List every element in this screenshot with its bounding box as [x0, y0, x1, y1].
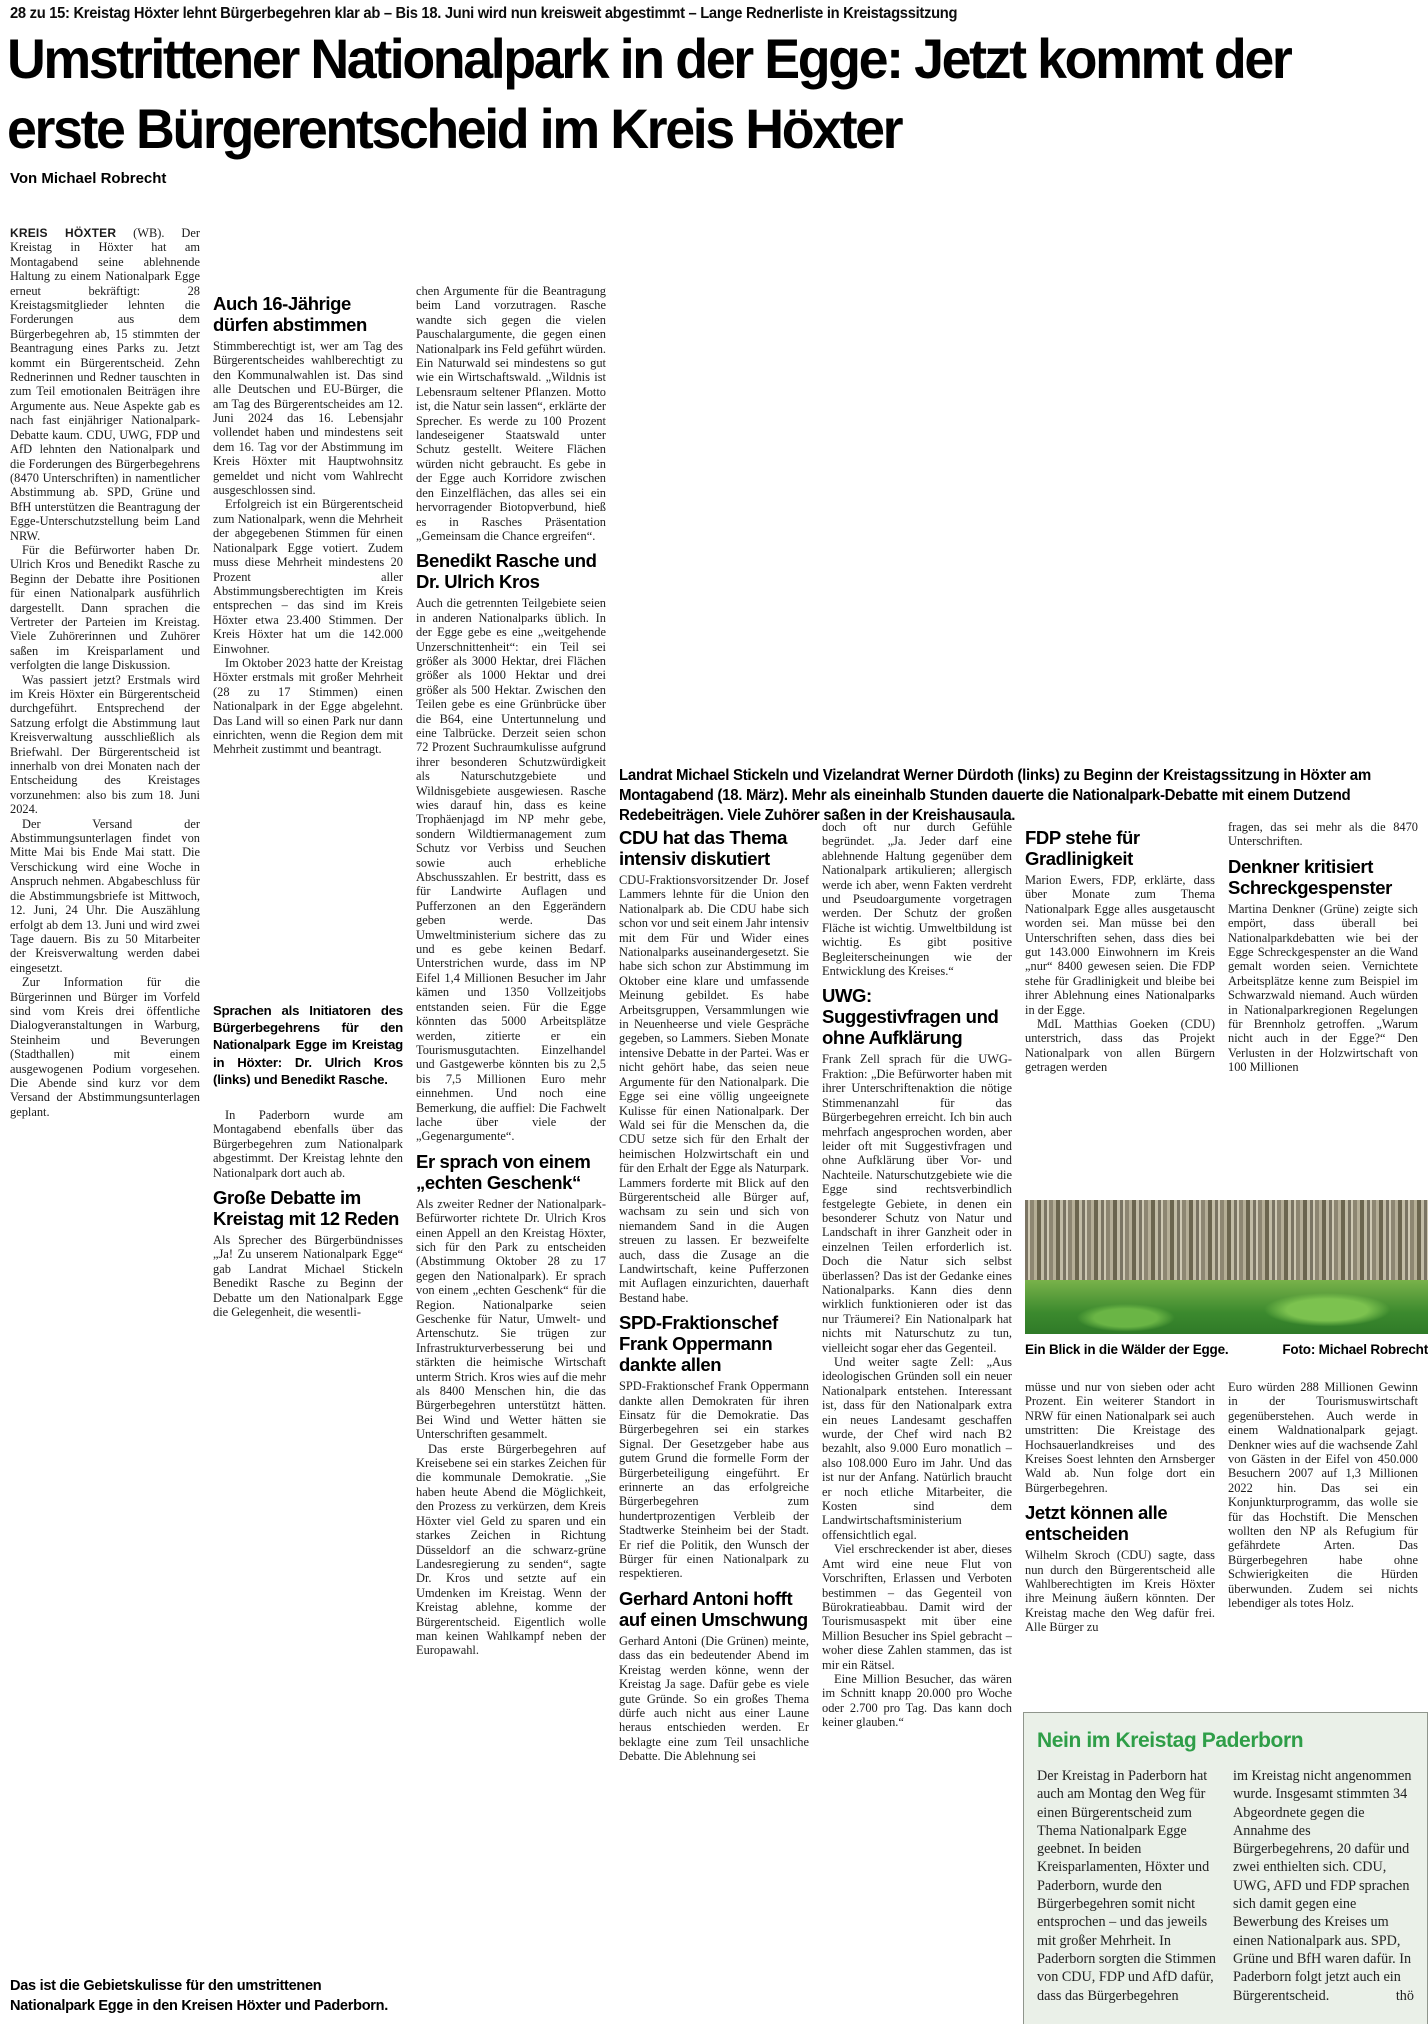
section-heading: Gerhard Antoni hofft auf einen Umschwung	[619, 1587, 808, 1630]
paragraph: Viel erschreckender ist aber, dieses Amt wird eine neue Flut von Vorschriften, Erlassen und Verboten bestimmen – das Gegenteil von Bürokratieabbau. Damit wird der Tourismusaspekt mit über eine Million Besucher ins Spiel gebracht – woher diese Zahlen stammen, das ist mir ein Rätsel.	[822, 1542, 1012, 1672]
byline: Von Michael Robrecht	[10, 170, 167, 187]
section-heading: FDP stehe für Gradlinigkeit	[1025, 827, 1140, 869]
paragraph: In Paderborn wurde am Montagabend ebenfalls über das Bürgerbegehren zum Nationalpark abgestimmt. Der Kreistag lehnte den Nationalpark dort auch ab.	[213, 1108, 403, 1180]
paragraph: fragen, das sei mehr als die 8470 Unterschriften.	[1228, 820, 1418, 849]
paragraph: Und weiter sagte Zell: „Aus ideologischen Gründen soll ein neuer Nationalpark entstehen. Interessant ist, dass für den Nationalpark extra ein neues Landesamt geschaffen wurde, der Chef wird nach B2 bezahlt, also 9.000 Euro monatlich – also 108.000 Euro im Jahr. Und das ist nur der Anfang. Natürlich braucht er noch etliche Mitarbeiter, die Kosten sind dem Landwirtschaftsministerium offensichtlich egal.	[822, 1355, 1012, 1542]
paragraph: Wilhelm Skroch (CDU) sagte, dass nun durch den Bürgerentscheid alle Wahlberechtigten im Kreis Höxter ihre Meinung äußern könnten. Der Kreistag mache den Weg dafür frei. Alle Bürger zu	[1025, 1548, 1215, 1635]
section-heading: SPD-Fraktionschef Frank Oppermann dankte allen	[619, 1312, 778, 1376]
paragraph: Martina Denkner (Grüne) zeigte sich empört, dass überall bei Nationalparkdebatten wie bei der Egge Schreckgespenster an die Wand gemalt worden seien. Vernichtete Arbeitsplätze kenne zum Beispiel im Schwarzwald niemand. Auch würden in Nationalparkregionen Regelungen für Brennholz getroffen. „Warum nicht auch in der Egge?“ Den Verlusten in der Holzwirtschaft von 100 Millionen	[1228, 901, 1418, 1075]
paragraph: Was passiert jetzt? Erstmals wird im Kreis Höxter ein Bürgerentscheid durchgeführt. Entsprechend der Satzung erfolgt die Abstimmung laut Kreisverwaltung ausschließlich als Briefwahl. Der Bürgerentscheid ist innerhalb von drei Monaten nach der Entscheidung des Kreistages vorzunehmen: also bis zum 18. Juni 2024.	[10, 672, 200, 817]
paragraph: MdL Matthias Goeken (CDU) unterstrich, dass das Projekt Nationalpark von allen Bürgern getragen werden	[1025, 1017, 1215, 1075]
paragraph: Der Versand der Abstimmungsunterlagen findet von Mitte Mai bis Ende Mai statt. Die Verschickung wird eine Woche in Anspruch nehmen. Abgabeschluss für die Abstimmungsbriefe ist Mittwoch, 12. Juni, 24 Uhr. Die Auszählung erfolgt ab dem 13. Juni und wird zwei Tage dauern. Bis zu 50 Mitarbeiter der Kreisverwaltung werden dabei eingesetzt.	[10, 816, 200, 975]
paragraph: Im Oktober 2023 hatte der Kreistag Höxter erstmals mit großer Mehrheit (28 zu 17 Stimmen) einen Nationalpark in der Egge abgelehnt. Das Land will so einen Park nur dann einrichten, wenn die Region dem mit Mehrheit zustimmt und beantragt.	[213, 655, 403, 757]
paragraph: Euro würden 288 Millionen Gewinn in der Tourismuswirtschaft gegenüberstehen. Auch werde in einem Waldnationalpark gejagt. Denkner wies auf die wachsende Zahl von Gästen in der Eifel von 450.000 Besuchern 2007 auf 1,3 Millionen 2022 hin. Das sei ein Konjunkturprogramm, das wolle sie für das Hochstift. Die Menschen wollten den NP als Refugium für gefährdete Arten. Das Bürgerbegehren habe ohne Schwierigkeiten die Hürden überwunden. Zudem sei nichts lebendiger als totes Holz.	[1228, 1380, 1418, 1611]
section-heading: Jetzt können alle entscheiden	[1025, 1502, 1168, 1545]
paragraph: CDU-Fraktionsvorsitzender Dr. Josef Lammers lehnte für die Union den Nationalpark ab. Die CDU habe sich schon vor und seit einem Jahr intensiv mit dem Für und Wider eines Nationalparks auseinandergesetzt. Sie habe sich schon zur Abstimmung im Oktober eine klare und umfassende Meinung gebildet. Es habe Arbeitsgruppen, Versammlungen wie in Neuenheerse und viele Gespräche gegeben, so Lammers. Sieben Monate intensive Debatte in der Partei. Was er nicht gehört habe, das seien neue Argumente für den Nationalpark. Die Egge sei eine völlig ungeeignete Kulisse für einen Nationalpark. Der Wald sei für die Menschen da, die CDU setze sich für den Erhalt der heimischen Holzwirtschaft ein und für den Erhalt der Egge als Naturpark. Lammers forderte mit Blick auf den Bürgerentscheid alle Bürger auf, wachsam zu sein und sich von niemandem Sand in die Augen streuen zu lassen. Er bezweifelte auch, dass die Zusage an die Landwirtschaft, keine Pufferzonen mit Auflagen einzurichten, dauerhaft Bestand habe.	[619, 873, 809, 1305]
section-heading: CDU hat das Thema intensiv diskutiert	[619, 827, 787, 869]
info-box-text: im Kreistag nicht angenommen wurde. Insgesamt stimmten 34 Abgeordnete gegen die Annahme des Bürgerbegehrens, 20 dafür und zwei enthielten sich. CDU, UWG, AFD und FDP sprachen sich damit gegen eine Bewerbung des Kreises um einen Nationalpark aus. SPD, Grüne und BfH waren dafür. In Paderborn folgt jetzt auch ein Bürgerentscheid.	[1233, 1768, 1412, 2004]
paragraph: Als Sprecher des Bürgerbündnisses „Ja! Zu unserem Nationalpark Egge“ gab Landrat Michael Stickeln Benedikt Rasche zu Beginn der Debatte um den Nationalpark Egge die Gelegenheit, die wesentli-	[213, 1233, 403, 1320]
column-2-upper	[213, 286, 403, 757]
headline: Umstrittener Nationalpark in der Egge: Jetzt kommt der erste Bürgerentscheid im Kreis Höxter	[7, 27, 1291, 160]
kicker: 28 zu 15: Kreistag Höxter lehnt Bürgerbegehren klar ab – Bis 18. Juni wird nun kreisweit abgestimmt – Lange Rednerliste in Kreistagssitzung	[10, 5, 958, 22]
lead-photo-caption: Landrat Michael Stickeln und Vizelandrat Werner Dürdoth (links) zu Beginn der Kreistagssitzung in Höxter am Montagabend (18. März). Mehr als eineinhalb Stunden dauerte die Nationalpark-Debatte mit einem Dutzend Redebeiträgen. Viele Zuhörer saßen in der Kreishausaula.	[619, 767, 1371, 824]
column-7-lower	[1228, 1380, 1418, 1611]
info-box-right-column	[1233, 1767, 1414, 2005]
column-1	[10, 226, 200, 1119]
map-caption: Das ist die Gebietskulisse für den umstrittenen Nationalpark Egge in den Kreisen Höxter und Paderborn.	[10, 1977, 389, 2014]
paragraph: Frank Zell sprach für die UWG-Fraktion: „Die Befürworter haben mit ihrer Unterschriftenaktion die nötige Stimmenanzahl für das Bürgerbegehren erreicht. Ich bin auch mehrfach angesprochen worden, aber leider oft mit Suggestivfragen und ohne Aufklärung über Vor- und Nachteile. Naturschutzgebiete wie die Egge sind rechtsverbindlich festgelegte Gebiete, in denen ein besonderer Schutz von Natur und Landschaft in ihrer Ganzheit oder in einzelnen Teilen erforderlich ist. Doch die Natur sich selbst überlassen? Das ist der Gedanke eines Nationalparks. Kann dies denn wirklich funktionieren oder ist das nur Träumerei? Ein Nationalpark hat nichts mit Naturschutz zu tun, vielleicht sogar eher das Gegenteil.	[822, 1052, 1012, 1355]
forest-caption-text: Ein Blick in die Wälder der Egge.	[1025, 1342, 1229, 1357]
info-box-paderborn	[1023, 1712, 1428, 2024]
paragraph: Das erste Bürgerbegehren auf Kreisebene sei ein starkes Zeichen für die kommunale Demokratie. „Sie haben heute Abend die Möglichkeit, den Prozess zu verkürzen, dem Kreis Höxter viel Geld zu sparen und ein starkes Zeichen in Richtung Düsseldorf an die schwarz-grüne Landesregierung zu senden“, sagte Dr. Kros und setzte auf ein Umdenken im Kreistag. Wenn der Kreistag ablehne, komme der Bürgerentscheid. Eigentlich wolle man keinen Wahlkampf neben der Europawahl.	[416, 1441, 606, 1658]
column-6-lower	[1025, 1380, 1215, 1635]
column-2-lower	[213, 1108, 403, 1319]
forest-photo-caption	[1025, 1342, 1428, 1357]
section-heading: Auch 16-Jährige dürfen abstimmen	[213, 293, 367, 335]
paragraph: chen Argumente für die Beantragung beim Land vorzutragen. Rasche wandte sich gegen die vielen Pauschalargumente, die gegen einen Nationalpark ins Feld geführt würden. Ein Naturwald sei mindestens so gut wie ein Wirtschaftswald. „Wildnis ist Lebensraum seltener Pflanzen. Motto ist, die Natur sein lassen“, erklärte der Sprecher. Es werde zu 100 Prozent landeseigener Staatswald unter Schutz gestellt. Weitere Flächen würden nicht gebraucht. Es gebe in der Egge auch Korridore zwischen den Einzelflächen, das alles sei ein hervorragender Biotopverbund, hieß es in Rasches Präsentation „Gemeinsam die Chance ergreifen“.	[416, 284, 606, 543]
info-box-text: Der Kreistag in Paderborn hat auch am Montag den Weg für einen Bürgerentscheid zum Thema Nationalpark Egge geebnet. In beiden Kreisparlamenten, Höxter und Paderborn, wurde den Bürgerbegehren somit nicht entsprochen – und das jeweils mit großer Mehrheit. In Paderborn sorgten die Stimmen von CDU, FDP und AfD dafür, dass das Bürgerbegehren	[1037, 1768, 1217, 2004]
lead-photo	[619, 216, 1428, 761]
section-heading: UWG: Suggestivfragen und ohne Aufklärung	[822, 985, 999, 1049]
paragraph: Eine Million Besucher, das wären im Schnitt knapp 20.000 pro Woche oder 2.700 pro Tag. Das kann doch keiner glauben.“	[822, 1671, 1012, 1730]
column-6-upper	[1025, 820, 1215, 1075]
paragraph: Zur Information für die Bürgerinnen und Bürger im Vorfeld sind vom Kreis drei öffentliche Dialogveranstaltungen in Warburg, Steinheim und Beverungen (Stadthallen) mit einem ausgewogenen Podium vorgesehen. Die Abende sind kurz vor dem Versand der Abstimmungsunterlagen geplant.	[10, 975, 200, 1119]
section-heading: Denkner kritisiert Schreckgespenster	[1228, 855, 1392, 898]
section-heading: Er sprach von einem „echten Geschenk“	[416, 1150, 591, 1193]
photo-credit: Foto: Michael Robrecht	[1282, 1342, 1428, 1357]
paragraph: doch oft nur durch Gefühle begründet. „Ja. Jeder darf eine ablehnende Haltung gegenüber dem Nationalpark artikulieren; allergisch werde ich aber, wenn Fakten verdreht und Pseudoargumente vorgetragen werden. Der Schutz der großen Fläche ist wichtig. Umweltbildung ist wichtig. Es gibt positive Begleiterscheinungen wie der Entwicklung des Kreises.“	[822, 820, 1012, 979]
info-box-left-column	[1037, 1767, 1218, 2005]
paragraph: Stimmberechtigt ist, wer am Tag des Bürgerentscheides wahlberechtigt zu den Kommunalwahlen ist. Das sind alle Deutschen und EU-Bürger, die am Tag des Bürgerentscheides am 12. Juni 2024 das 16. Lebensjahr vollendet haben und mindestens seit dem 16. Tag vor der Abstimmung im Kreis Höxter mit Hauptwohnsitz gemeldet und nicht vom Wahlrecht ausgeschlossen sind.	[213, 339, 403, 498]
column-5	[822, 820, 1012, 1730]
forest-photo-moss	[1025, 1280, 1428, 1334]
lead-text: (WB). Der Kreistag in Höxter hat am Montagabend seine ablehnende Haltung zu einem Nationalpark Egge erneut bekräftigt: 28 Kreistagsmitglieder lehnten die Forderungen aus dem Bürgerbegehren ab, 15 stimmten der Beantragung eines Parks zu. Jetzt kommt ein Bürgerentscheid. Zehn Rednerinnen und Redner tauschten in zum Teil emotionalen Beiträgen ihre Argumente aus. Neue Aspekte gab es nach fast einjähriger Nationalpark-Debatte kaum. CDU, UWG, FDP und AfD lehnten den Nationalpark und die Forderungen des Bürgerbegehrens (8470 Unterschriften) in namentlicher Abstimmung ab. SPD, Grüne und BfH unterstützen die Beantragung der Egge-Unterschutzstellung beim Land NRW.	[10, 226, 200, 543]
dateline: KREIS HÖXTER	[10, 226, 117, 240]
paragraph: Gerhard Antoni (Die Grünen) meinte, dass das ein bedeutender Abend im Kreistag werden könne, wenn der Kreistag Ja sage. Dafür gebe es viele gute Gründe. So ein großes Thema dürfe auch nicht aus einer Laune heraus entschieden werden. Er beklagte eine zum Teil unsachliche Debatte. Die Ablehnung sei	[619, 1633, 809, 1764]
map-graphic	[10, 1620, 406, 1970]
lead-paragraph	[10, 226, 200, 543]
paragraph: Marion Ewers, FDP, erklärte, dass über Monate zum Thema Nationalpark Egge alles ausgetauscht worden sei. Man müsse bei den Unterschriften sehen, dass dies bei gut 143.000 Einwohnern im Kreis „nur“ 8400 gewesen seien. Die FDP stehe für Gradlinigkeit und bleibe bei ihrer Ablehnung eines Nationalparks in der Egge.	[1025, 873, 1215, 1017]
section-heading: Große Debatte im Kreistag mit 12 Reden	[213, 1187, 399, 1230]
paragraph: müsse und nur von sieben oder acht Prozent. Ein weiterer Standort in NRW für einen Nationalpark sei auch umstritten: Die Kreistage des Hochsauerlandkreises und des Kreises Soest lehnten den Arnsberger Wald ab. Nun folge dort ein Bürgerbegehren.	[1025, 1380, 1215, 1495]
forest-photo-trunks	[1025, 1200, 1428, 1280]
inset-photo-caption: Sprachen als Initiatoren des Bürgerbegehrens für den Nationalpark Egge im Kreistag in Höxter: Dr. Ulrich Kros (links) und Benedikt Rasche.	[213, 1003, 403, 1087]
paragraph: Als zweiter Redner der Nationalpark-Befürworter richtete Dr. Ulrich Kros einen Appell an den Kreistag Höxter, sich für den Park zu entscheiden (Abstimmung Oktober 28 zu 17 gegen den Nationalpark). Er sprach von einem „echten Geschenk“ für die Region. Nationalparke seien Geschenke für Natur, Umwelt- und Artenschutz. Sie trügen zur Infrastrukturverbesserung bei und stärkten die heimische Wirtschaft unterm Strich. Kros wies auf die mehr als 8400 Menschen hin, die das Bürgerbegehren unterstützt hätten. Bei Wind und Wetter hätten sie Unterschriften gesammelt.	[416, 1196, 606, 1442]
forest-photo	[1025, 1200, 1428, 1334]
paragraph: Auch die getrennten Teilgebiete seien in anderen Nationalparks üblich. In der Egge gebe es eine „weitgehende Unzerschnittenheit“: ein Teil sei größer als 3000 Hektar, drei Flächen größer als 1000 Hektar und drei größer als 500 Hektar. Zwischen den Teilen gebe es eine Grünbrücke über die B64, eine Untertunnelung und eine Talbrücke. Derzeit seien schon 72 Prozent Suchraumkulisse aufgrund ihrer besonderen Schutzwürdigkeit als Naturschutzgebiete und Wildnisgebiete ausgewiesen. Rasche wies darauf hin, dass es keine Trophäenjagd im NP mehr gebe, sondern Wildtiermanagement zum Schutz vor Verbiss und Seuchen sowie auch erhebliche Abschusszahlen. Er bestritt, dass es für Landwirte Auflagen und Pufferzonen an den Eggerändern geben werde. Das Umweltministerium sichere das zu und es gebe keinen Bedarf. Unterstrichen wurde, dass im NP Eifel 1,4 Millionen Besucher im Jahr kämen und 1350 Vollzeitjobs entstanden seien. Für die Egge könnten das 5000 Arbeitsplätze werden, zitierte er ein Tourismusgutachten. Einzelhandel und Gastgewerbe könnten bis zu 2,5 bis 7,5 Millionen Euro mehr einnehmen. Und noch eine Bemerkung, die auffiel: Die Fachwelt lache über viele der „Gegenargumente“.	[416, 596, 606, 1144]
column-4	[619, 820, 809, 1764]
info-box-title: Nein im Kreistag Paderborn	[1037, 1729, 1304, 1752]
column-7-upper	[1228, 820, 1418, 1075]
author-initials: thö	[1395, 1987, 1414, 2004]
paragraph: Erfolgreich ist ein Bürgerentscheid zum Nationalpark, wenn die Mehrheit der abgegebenen Stimmen für einen Nationalpark Egge votiert. Zudem muss diese Mehrheit mindestens 20 Prozent aller Abstimmungsberechtigten im Kreis entsprechen – das sind im Kreis Höxter etwa 23.400 Stimmen. Der Kreis Höxter hat um die 142.000 Einwohner.	[213, 497, 403, 656]
paragraph: Für die Befürworter haben Dr. Ulrich Kros und Benedikt Rasche zu Beginn der Debatte ihre Positionen für einen Nationalpark ausführlich dargestellt. Dann sprachen die Vertreter der Parteien im Kreistag. Viele Zuhörerinnen und Zuhörer saßen im Kreisparlament und verfolgten die lange Diskussion.	[10, 542, 200, 673]
paragraph: SPD-Fraktionschef Frank Oppermann dankte allen Demokraten für ihren Einsatz für die Demokratie. Das Bürgerbegehren sei ein starkes Signal. Der Gesetzgeber habe aus gutem Grund die formelle Form der Bürgerbeteiligung eingeführt. Er erinnerte an das erfolgreiche Bürgerbegehren zum hundertprozentigen Verbleib der Stadtwerke Steinheim bei der Stadt. Er rief die Politik, den Wunsch der Bürger für einen Nationalpark zu respektieren.	[619, 1379, 809, 1581]
column-3	[416, 284, 606, 1658]
section-heading: Benedikt Rasche und Dr. Ulrich Kros	[416, 550, 597, 593]
